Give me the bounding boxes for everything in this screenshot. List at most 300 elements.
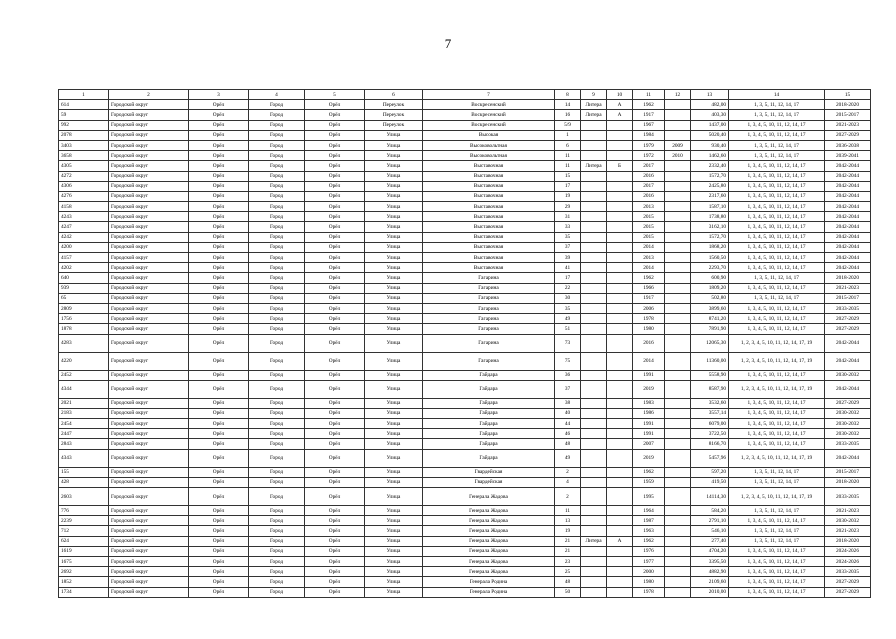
cell-work-types: 1, 3, 5, 11, 12, 14, 17 bbox=[729, 526, 825, 536]
cell-street: Выставочная bbox=[423, 232, 555, 242]
cell-street-type: Улица bbox=[365, 263, 423, 273]
cell-period: 2027-2029 bbox=[825, 130, 871, 140]
cell-street: Гвардейская bbox=[423, 477, 555, 487]
cell-settlement-type: Город bbox=[249, 151, 305, 161]
table-row bbox=[59, 293, 871, 303]
header-cell-period: 15 bbox=[825, 90, 871, 100]
cell-year-built: 1962 bbox=[633, 273, 665, 283]
cell-territory-type: Городской округ bbox=[109, 352, 189, 370]
cell-building bbox=[607, 171, 633, 181]
table-row bbox=[59, 263, 871, 273]
cell-street: Гагарина bbox=[423, 324, 555, 334]
cell-building bbox=[607, 439, 633, 449]
table-row bbox=[59, 161, 871, 171]
cell-house: 49 bbox=[555, 314, 581, 324]
cell-settlement: Орёл bbox=[305, 419, 365, 429]
cell-municipality: Орёл bbox=[189, 587, 249, 597]
cell-building-type bbox=[581, 140, 607, 150]
cell-id: 155 bbox=[59, 467, 109, 477]
cell-settlement: Орёл bbox=[305, 253, 365, 263]
cell-municipality: Орёл bbox=[189, 253, 249, 263]
cell-municipality: Орёл bbox=[189, 171, 249, 181]
cell-street-type: Улица bbox=[365, 202, 423, 212]
header-cell-year-built: 11 bbox=[633, 90, 665, 100]
cell-period: 2036-2038 bbox=[825, 140, 871, 150]
cell-municipality: Орёл bbox=[189, 370, 249, 380]
cell-settlement: Орёл bbox=[305, 587, 365, 597]
cell-house: 39 bbox=[555, 253, 581, 263]
cell-work-types: 1, 3, 5, 11, 12, 14, 17 bbox=[729, 100, 825, 110]
cell-street-type: Улица bbox=[365, 477, 423, 487]
cell-municipality: Орёл bbox=[189, 242, 249, 252]
cell-area: 8741,20 bbox=[691, 314, 729, 324]
cell-id: 2447 bbox=[59, 429, 109, 439]
cell-street-type: Улица bbox=[365, 293, 423, 303]
cell-settlement-type: Город bbox=[249, 263, 305, 273]
cell-work-types: 1, 3, 4, 5, 10, 11, 12, 14, 17 bbox=[729, 130, 825, 140]
cell-settlement: Орёл bbox=[305, 191, 365, 201]
cell-municipality: Орёл bbox=[189, 380, 249, 398]
cell-id: 1734 bbox=[59, 587, 109, 597]
cell-settlement-type: Город bbox=[249, 191, 305, 201]
cell-territory-type: Городской округ bbox=[109, 577, 189, 587]
cell-id: 4276 bbox=[59, 191, 109, 201]
cell-settlement: Орёл bbox=[305, 171, 365, 181]
cell-settlement-type: Город bbox=[249, 477, 305, 487]
cell-area: 1560,50 bbox=[691, 253, 729, 263]
cell-settlement-type: Город bbox=[249, 352, 305, 370]
cell-year-overhaul bbox=[665, 242, 691, 252]
cell-street: Генерала Жадова bbox=[423, 526, 555, 536]
cell-building: А bbox=[607, 100, 633, 110]
cell-work-types: 1, 3, 4, 5, 10, 11, 12, 14, 17 bbox=[729, 567, 825, 577]
cell-building-type bbox=[581, 477, 607, 487]
cell-municipality: Орёл bbox=[189, 222, 249, 232]
cell-year-built: 1984 bbox=[633, 130, 665, 140]
cell-settlement-type: Город bbox=[249, 506, 305, 516]
cell-year-overhaul bbox=[665, 334, 691, 352]
cell-street-type: Улица bbox=[365, 449, 423, 467]
cell-building-type bbox=[581, 314, 607, 324]
cell-street-type: Улица bbox=[365, 546, 423, 556]
cell-year-overhaul bbox=[665, 130, 691, 140]
cell-building-type bbox=[581, 419, 607, 429]
cell-street-type: Улица bbox=[365, 370, 423, 380]
cell-territory-type: Городской округ bbox=[109, 171, 189, 181]
cell-work-types: 1, 3, 4, 5, 10, 11, 12, 14, 17 bbox=[729, 202, 825, 212]
cell-house: 30 bbox=[555, 293, 581, 303]
cell-settlement: Орёл bbox=[305, 370, 365, 380]
cell-work-types: 1, 3, 5, 11, 12, 14, 17 bbox=[729, 506, 825, 516]
cell-area: 1587,10 bbox=[691, 202, 729, 212]
cell-id: 59 bbox=[59, 110, 109, 120]
cell-work-types: 1, 3, 4, 5, 10, 11, 12, 14, 17 bbox=[729, 556, 825, 566]
cell-street-type: Улица bbox=[365, 151, 423, 161]
cell-year-built: 2016 bbox=[633, 171, 665, 181]
cell-building-type bbox=[581, 398, 607, 408]
cell-period: 2030-2032 bbox=[825, 516, 871, 526]
table-row bbox=[59, 546, 871, 556]
cell-work-types: 1, 3, 4, 5, 10, 11, 12, 14, 17 bbox=[729, 222, 825, 232]
cell-settlement: Орёл bbox=[305, 506, 365, 516]
cell-year-overhaul bbox=[665, 467, 691, 477]
cell-municipality: Орёл bbox=[189, 151, 249, 161]
cell-area: 1462,60 bbox=[691, 151, 729, 161]
cell-period: 2027-2029 bbox=[825, 314, 871, 324]
cell-year-overhaul bbox=[665, 526, 691, 536]
cell-period: 2033-2035 bbox=[825, 303, 871, 313]
cell-street: Высокая bbox=[423, 130, 555, 140]
cell-year-overhaul bbox=[665, 477, 691, 487]
cell-street: Гагарина bbox=[423, 314, 555, 324]
cell-territory-type: Городской округ bbox=[109, 314, 189, 324]
cell-area: 3557,14 bbox=[691, 408, 729, 418]
cell-year-built: 2019 bbox=[633, 380, 665, 398]
cell-period: 2021-2023 bbox=[825, 526, 871, 536]
cell-year-overhaul bbox=[665, 212, 691, 222]
cell-year-overhaul bbox=[665, 303, 691, 313]
cell-territory-type: Городской округ bbox=[109, 398, 189, 408]
cell-street-type: Улица bbox=[365, 181, 423, 191]
cell-period: 2033-2035 bbox=[825, 439, 871, 449]
cell-building-type bbox=[581, 577, 607, 587]
cell-area: 12065,30 bbox=[691, 334, 729, 352]
cell-id: 2078 bbox=[59, 130, 109, 140]
cell-period: 2024-2026 bbox=[825, 556, 871, 566]
cell-year-overhaul bbox=[665, 556, 691, 566]
table-row bbox=[59, 110, 871, 120]
cell-territory-type: Городской округ bbox=[109, 212, 189, 222]
cell-year-built: 2014 bbox=[633, 263, 665, 273]
cell-street: Гайдара bbox=[423, 380, 555, 398]
cell-street-type: Переулок bbox=[365, 120, 423, 130]
cell-building-type bbox=[581, 429, 607, 439]
cell-period: 2042-2044 bbox=[825, 181, 871, 191]
cell-period: 2024-2026 bbox=[825, 546, 871, 556]
cell-building-type bbox=[581, 283, 607, 293]
cell-period: 2042-2044 bbox=[825, 191, 871, 201]
cell-area: 4882,90 bbox=[691, 567, 729, 577]
cell-work-types: 1, 3, 5, 11, 12, 14, 17 bbox=[729, 273, 825, 283]
cell-street: Выставочная bbox=[423, 181, 555, 191]
cell-settlement-type: Город bbox=[249, 370, 305, 380]
cell-street-type: Улица bbox=[365, 516, 423, 526]
cell-building-type bbox=[581, 449, 607, 467]
cell-area: 3395,50 bbox=[691, 556, 729, 566]
cell-settlement-type: Город bbox=[249, 577, 305, 587]
cell-area: 277,40 bbox=[691, 536, 729, 546]
cell-work-types: 1, 3, 4, 5, 10, 11, 12, 14, 17 bbox=[729, 408, 825, 418]
cell-street: Гайдара bbox=[423, 370, 555, 380]
cell-work-types: 1, 3, 5, 11, 12, 14, 17 bbox=[729, 110, 825, 120]
cell-work-types: 1, 3, 5, 11, 12, 14, 17 bbox=[729, 140, 825, 150]
cell-house: 6 bbox=[555, 140, 581, 150]
cell-territory-type: Городской округ bbox=[109, 303, 189, 313]
cell-year-built: 1991 bbox=[633, 370, 665, 380]
table-row bbox=[59, 202, 871, 212]
cell-territory-type: Городской округ bbox=[109, 242, 189, 252]
cell-period: 2021-2023 bbox=[825, 120, 871, 130]
cell-settlement: Орёл bbox=[305, 536, 365, 546]
cell-settlement: Орёл bbox=[305, 222, 365, 232]
cell-building-type bbox=[581, 263, 607, 273]
page-number: 7 bbox=[444, 36, 452, 51]
cell-street-type: Улица bbox=[365, 242, 423, 252]
cell-work-types: 1, 3, 4, 5, 10, 11, 12, 14, 17 bbox=[729, 419, 825, 429]
cell-building bbox=[607, 429, 633, 439]
cell-municipality: Орёл bbox=[189, 212, 249, 222]
cell-territory-type: Городской округ bbox=[109, 140, 189, 150]
cell-area: 3722,50 bbox=[691, 429, 729, 439]
table-row bbox=[59, 212, 871, 222]
cell-id: 1675 bbox=[59, 556, 109, 566]
cell-year-overhaul bbox=[665, 419, 691, 429]
cell-territory-type: Городской округ bbox=[109, 161, 189, 171]
cell-building-type bbox=[581, 488, 607, 506]
cell-settlement-type: Город bbox=[249, 587, 305, 597]
cell-area: 584,20 bbox=[691, 506, 729, 516]
cell-street: Выставочная bbox=[423, 161, 555, 171]
cell-territory-type: Городской округ bbox=[109, 408, 189, 418]
cell-settlement: Орёл bbox=[305, 151, 365, 161]
table-row bbox=[59, 283, 871, 293]
cell-area: 6079,00 bbox=[691, 419, 729, 429]
cell-house: 37 bbox=[555, 380, 581, 398]
cell-street-type: Улица bbox=[365, 380, 423, 398]
cell-settlement-type: Город bbox=[249, 567, 305, 577]
cell-territory-type: Городской округ bbox=[109, 324, 189, 334]
cell-settlement-type: Город bbox=[249, 398, 305, 408]
cell-house: 35 bbox=[555, 232, 581, 242]
cell-house: 21 bbox=[555, 536, 581, 546]
cell-municipality: Орёл bbox=[189, 567, 249, 577]
cell-settlement: Орёл bbox=[305, 556, 365, 566]
cell-period: 2042-2044 bbox=[825, 253, 871, 263]
cell-settlement-type: Город bbox=[249, 273, 305, 283]
cell-settlement-type: Город bbox=[249, 212, 305, 222]
cell-year-built: 1983 bbox=[633, 398, 665, 408]
cell-municipality: Орёл bbox=[189, 130, 249, 140]
cell-municipality: Орёл bbox=[189, 303, 249, 313]
cell-id: 3658 bbox=[59, 151, 109, 161]
cell-area: 1572,70 bbox=[691, 171, 729, 181]
cell-work-types: 1, 2, 3, 4, 5, 10, 11, 12, 14, 17, 19 bbox=[729, 449, 825, 467]
cell-settlement: Орёл bbox=[305, 577, 365, 587]
table-row bbox=[59, 232, 871, 242]
cell-settlement: Орёл bbox=[305, 100, 365, 110]
cell-area: 1809,20 bbox=[691, 283, 729, 293]
cell-territory-type: Городской округ bbox=[109, 449, 189, 467]
cell-territory-type: Городской округ bbox=[109, 477, 189, 487]
cell-period: 2018-2020 bbox=[825, 273, 871, 283]
cell-id: 939 bbox=[59, 283, 109, 293]
cell-year-built: 2013 bbox=[633, 253, 665, 263]
cell-year-built: 1917 bbox=[633, 293, 665, 303]
cell-street-type: Улица bbox=[365, 161, 423, 171]
header-cell-settlement-type: 4 bbox=[249, 90, 305, 100]
cell-building bbox=[607, 398, 633, 408]
cell-building-type bbox=[581, 212, 607, 222]
cell-year-overhaul bbox=[665, 283, 691, 293]
cell-street: Гагарина bbox=[423, 283, 555, 293]
cell-year-built: 1978 bbox=[633, 314, 665, 324]
cell-period: 2027-2029 bbox=[825, 587, 871, 597]
cell-id: 2021 bbox=[59, 398, 109, 408]
cell-id: 2183 bbox=[59, 408, 109, 418]
cell-id: 4344 bbox=[59, 380, 109, 398]
table-row bbox=[59, 380, 871, 398]
cell-building bbox=[607, 151, 633, 161]
cell-settlement-type: Город bbox=[249, 303, 305, 313]
cell-settlement-type: Город bbox=[249, 334, 305, 352]
cell-id: 992 bbox=[59, 120, 109, 130]
cell-building: А bbox=[607, 110, 633, 120]
cell-settlement: Орёл bbox=[305, 273, 365, 283]
cell-area: 1868,20 bbox=[691, 242, 729, 252]
cell-period: 2042-2044 bbox=[825, 263, 871, 273]
cell-street: Воскресенский bbox=[423, 120, 555, 130]
cell-settlement: Орёл bbox=[305, 232, 365, 242]
cell-year-overhaul bbox=[665, 429, 691, 439]
cell-street: Генерала Жадова bbox=[423, 506, 555, 516]
cell-building-type bbox=[581, 546, 607, 556]
cell-year-overhaul bbox=[665, 546, 691, 556]
table-row bbox=[59, 352, 871, 370]
cell-house: 22 bbox=[555, 283, 581, 293]
cell-municipality: Орёл bbox=[189, 324, 249, 334]
cell-house: 19 bbox=[555, 191, 581, 201]
cell-street-type: Переулок bbox=[365, 110, 423, 120]
cell-house: 5/9 bbox=[555, 120, 581, 130]
cell-area: 2791,10 bbox=[691, 516, 729, 526]
cell-street-type: Улица bbox=[365, 398, 423, 408]
cell-area: 419,50 bbox=[691, 477, 729, 487]
cell-building-type bbox=[581, 242, 607, 252]
cell-area: 2317,60 bbox=[691, 191, 729, 201]
cell-settlement-type: Город bbox=[249, 110, 305, 120]
cell-street-type: Улица bbox=[365, 526, 423, 536]
cell-settlement: Орёл bbox=[305, 467, 365, 477]
cell-street-type: Улица bbox=[365, 506, 423, 516]
cell-id: 4242 bbox=[59, 232, 109, 242]
header-cell-street: 7 bbox=[423, 90, 555, 100]
cell-settlement-type: Город bbox=[249, 419, 305, 429]
table-row bbox=[59, 171, 871, 181]
cell-year-built: 2014 bbox=[633, 352, 665, 370]
cell-municipality: Орёл bbox=[189, 419, 249, 429]
cell-period: 2018-2020 bbox=[825, 477, 871, 487]
cell-building-type bbox=[581, 293, 607, 303]
cell-id: 4157 bbox=[59, 253, 109, 263]
table-row bbox=[59, 273, 871, 283]
cell-work-types: 1, 3, 5, 11, 12, 14, 17 bbox=[729, 536, 825, 546]
cell-settlement-type: Город bbox=[249, 222, 305, 232]
cell-settlement: Орёл bbox=[305, 303, 365, 313]
cell-settlement-type: Город bbox=[249, 130, 305, 140]
cell-work-types: 1, 3, 4, 5, 10, 11, 12, 14, 17 bbox=[729, 546, 825, 556]
cell-building: Б bbox=[607, 161, 633, 171]
cell-work-types: 1, 3, 4, 5, 10, 11, 12, 14, 17 bbox=[729, 253, 825, 263]
cell-territory-type: Городской округ bbox=[109, 232, 189, 242]
cell-building: А bbox=[607, 536, 633, 546]
cell-house: 36 bbox=[555, 370, 581, 380]
cell-territory-type: Городской округ bbox=[109, 151, 189, 161]
cell-settlement-type: Город bbox=[249, 161, 305, 171]
cell-area: 600,90 bbox=[691, 273, 729, 283]
table-row bbox=[59, 242, 871, 252]
cell-building-type bbox=[581, 253, 607, 263]
cell-settlement-type: Город bbox=[249, 242, 305, 252]
cell-work-types: 1, 3, 4, 5, 10, 11, 12, 14, 17 bbox=[729, 232, 825, 242]
cell-work-types: 1, 2, 3, 4, 5, 10, 11, 12, 14, 17, 19 bbox=[729, 334, 825, 352]
cell-settlement: Орёл bbox=[305, 263, 365, 273]
cell-settlement-type: Город bbox=[249, 120, 305, 130]
table-row bbox=[59, 314, 871, 324]
cell-year-overhaul bbox=[665, 324, 691, 334]
cell-year-built: 2015 bbox=[633, 212, 665, 222]
cell-house: 48 bbox=[555, 577, 581, 587]
cell-id: 4158 bbox=[59, 202, 109, 212]
cell-settlement: Орёл bbox=[305, 242, 365, 252]
cell-area: 1437,00 bbox=[691, 120, 729, 130]
cell-street: Выставочная bbox=[423, 212, 555, 222]
cell-area: 403,30 bbox=[691, 110, 729, 120]
cell-period: 2042-2044 bbox=[825, 380, 871, 398]
cell-settlement-type: Город bbox=[249, 467, 305, 477]
table-row bbox=[59, 439, 871, 449]
cell-id: 1619 bbox=[59, 546, 109, 556]
cell-area: 2010,00 bbox=[691, 587, 729, 597]
cell-building bbox=[607, 253, 633, 263]
cell-house: 75 bbox=[555, 352, 581, 370]
cell-settlement-type: Город bbox=[249, 449, 305, 467]
cell-area: 502,80 bbox=[691, 293, 729, 303]
cell-building-type bbox=[581, 232, 607, 242]
cell-settlement: Орёл bbox=[305, 477, 365, 487]
cell-year-overhaul bbox=[665, 439, 691, 449]
table-row bbox=[59, 577, 871, 587]
cell-building bbox=[607, 334, 633, 352]
cell-period: 2042-2044 bbox=[825, 202, 871, 212]
cell-house: 46 bbox=[555, 429, 581, 439]
cell-year-overhaul bbox=[665, 273, 691, 283]
cell-year-overhaul bbox=[665, 408, 691, 418]
cell-territory-type: Городской округ bbox=[109, 567, 189, 577]
cell-year-built: 2014 bbox=[633, 242, 665, 252]
cell-work-types: 1, 3, 4, 5, 10, 11, 12, 14, 17 bbox=[729, 587, 825, 597]
cell-settlement: Орёл bbox=[305, 324, 365, 334]
cell-house: 19 bbox=[555, 526, 581, 536]
header-cell-id: 1 bbox=[59, 90, 109, 100]
cell-area: 2332,40 bbox=[691, 161, 729, 171]
cell-house: 44 bbox=[555, 419, 581, 429]
cell-year-overhaul bbox=[665, 314, 691, 324]
cell-period: 2039-2041 bbox=[825, 151, 871, 161]
cell-area: 11360,00 bbox=[691, 352, 729, 370]
table-row bbox=[59, 526, 871, 536]
cell-street: Выставочная bbox=[423, 171, 555, 181]
cell-year-overhaul bbox=[665, 191, 691, 201]
cell-territory-type: Городской округ bbox=[109, 293, 189, 303]
cell-settlement-type: Город bbox=[249, 408, 305, 418]
cell-work-types: 1, 3, 5, 11, 12, 14, 17 bbox=[729, 467, 825, 477]
cell-period: 2042-2044 bbox=[825, 232, 871, 242]
cell-territory-type: Городской округ bbox=[109, 587, 189, 597]
cell-house: 35 bbox=[555, 303, 581, 313]
cell-year-overhaul: 2010 bbox=[665, 151, 691, 161]
cell-street: Гагарина bbox=[423, 334, 555, 352]
cell-settlement: Орёл bbox=[305, 380, 365, 398]
